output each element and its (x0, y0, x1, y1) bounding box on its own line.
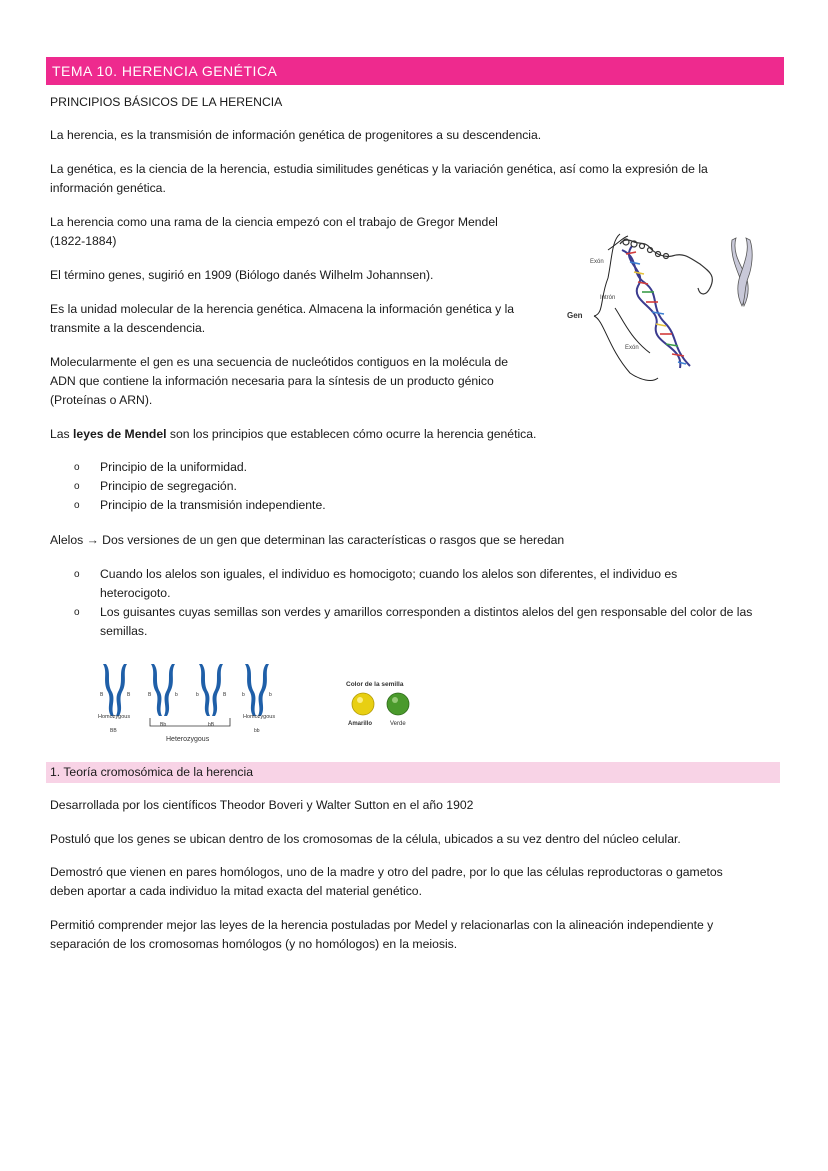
subtitle: PRINCIPIOS BÁSICOS DE LA HERENCIA (50, 95, 283, 109)
paragraph-alelos: Alelos → Dos versiones de un gen que determinan las características o rasgos que se heredan (50, 533, 565, 547)
allele-label: B (223, 692, 227, 698)
genotype-label: Bb (160, 722, 167, 728)
yellow-label: Amarillo (348, 721, 373, 727)
chromosome-pairs-figure (96, 656, 296, 748)
allele-label: b (175, 692, 178, 698)
seed-color-figure (340, 676, 420, 732)
paragraph-demostro-line2: deben aportar a cada individuo la mitad exacta del material genético. (50, 884, 422, 898)
alelos-list (50, 565, 752, 641)
paragraph-postulo: Postuló que los genes se ubican dentro de los cromosomas de la célula, ubicados a su vez dentro del núcleo celular. (50, 832, 681, 846)
gen-label: Gen (567, 311, 583, 320)
exon-top-label: Exón (590, 259, 604, 265)
paragraph-genetica-line2: información genética. (50, 181, 166, 195)
allele-label: B (127, 692, 131, 698)
allele-label: B (100, 692, 104, 698)
green-label: Verde (390, 721, 406, 727)
chromosome-x (732, 238, 753, 306)
homozygous-right-label: Homozygous (243, 714, 276, 720)
paragraph-mendel-line2: (1822-1884) (50, 234, 117, 248)
green-seed (387, 693, 409, 715)
genotype-label: BB (110, 728, 117, 734)
paragraph-molecular-line3: (Proteínas o ARN). (50, 393, 153, 407)
list-item: o Cuando los alelos son iguales, el individuo es homocigoto; cuando los alelos son diferentes, el individuo es heterocigoto. (74, 567, 678, 600)
paragraph-genes-term: El término genes, sugirió en 1909 (Biólogo danés Wilhelm Johannsen). (50, 268, 434, 282)
list-item: o Principio de segregación. (74, 479, 237, 493)
heterozygous-label: Heterozygous (166, 736, 210, 743)
paragraph-permitio-line1: Permitió comprender mejor las leyes de la herencia postuladas por Medel y relacionarlas con la alineación independiente y (50, 918, 714, 932)
bold-leyes-mendel: leyes de Mendel (73, 427, 167, 441)
section-title: 1. Teoría cromosómica de la herencia (46, 762, 780, 783)
dna-gene-figure (560, 228, 760, 388)
paragraph-mendel-laws: Las leyes de Mendel son los principios que establecen cómo ocurre la herencia genética. (50, 427, 537, 441)
genotype-label: bb (254, 728, 260, 734)
paragraph-genetica-line1: La genética, es la ciencia de la herencia, estudia similitudes genéticas y la variación genética, así como la expresión de la (50, 162, 708, 176)
chromosome-shapes (103, 664, 269, 716)
paragraph-molecular-line2: ADN que contiene la información necesaria para la síntesis de un producto génico (50, 374, 494, 388)
paragraph-herencia: La herencia, es la transmisión de información genética de progenitores a su descendencia. (50, 128, 542, 142)
paragraph-mendel-line1: La herencia como una rama de la ciencia empezó con el trabajo de Gregor Mendel (50, 215, 498, 229)
allele-label: B (148, 692, 152, 698)
homozygous-left-label: Homozygous (98, 714, 131, 720)
list-item: o Los guisantes cuyas semillas son verdes y amarillos corresponden a distintos alelos del gen responsable del color de las semillas. (74, 605, 753, 638)
paragraph-unidad-line1: Es la unidad molecular de la herencia genética. Almacena la información genética y la (50, 302, 515, 316)
exon-bottom-label: Exón (625, 345, 639, 351)
allele-label: b (196, 692, 199, 698)
yellow-seed (352, 693, 374, 715)
paragraph-demostro-line1: Demostró que vienen en pares homólogos, uno de la madre y otro del padre, por lo que las células reproductoras o gametos (50, 865, 723, 879)
paragraph-unidad-line2: transmite a la descendencia. (50, 321, 206, 335)
seed-figure-title: Color de la semilla (346, 681, 404, 688)
allele-label: b (269, 692, 272, 698)
genotype-label: bB (208, 722, 215, 728)
paragraph-permitio-line2: separación de los cromosomas homólogos (y no homólogos) en la meiosis. (50, 937, 458, 951)
paragraph-boveri-sutton: Desarrollada por los científicos Theodor Boveri y Walter Sutton en el año 1902 (50, 798, 474, 812)
mendel-laws-list (50, 458, 326, 515)
paragraph-molecular-line1: Molecularmente el gen es una secuencia de nucleótidos contiguos en la molécula de (50, 355, 509, 369)
chapter-title: TEMA 10. HERENCIA GENÉTICA (46, 57, 784, 85)
list-item: o Principio de la transmisión independiente. (74, 498, 326, 512)
intron-label: Intrón (600, 295, 616, 301)
allele-label: b (242, 692, 245, 698)
list-item: o Principio de la uniformidad. (74, 460, 248, 474)
